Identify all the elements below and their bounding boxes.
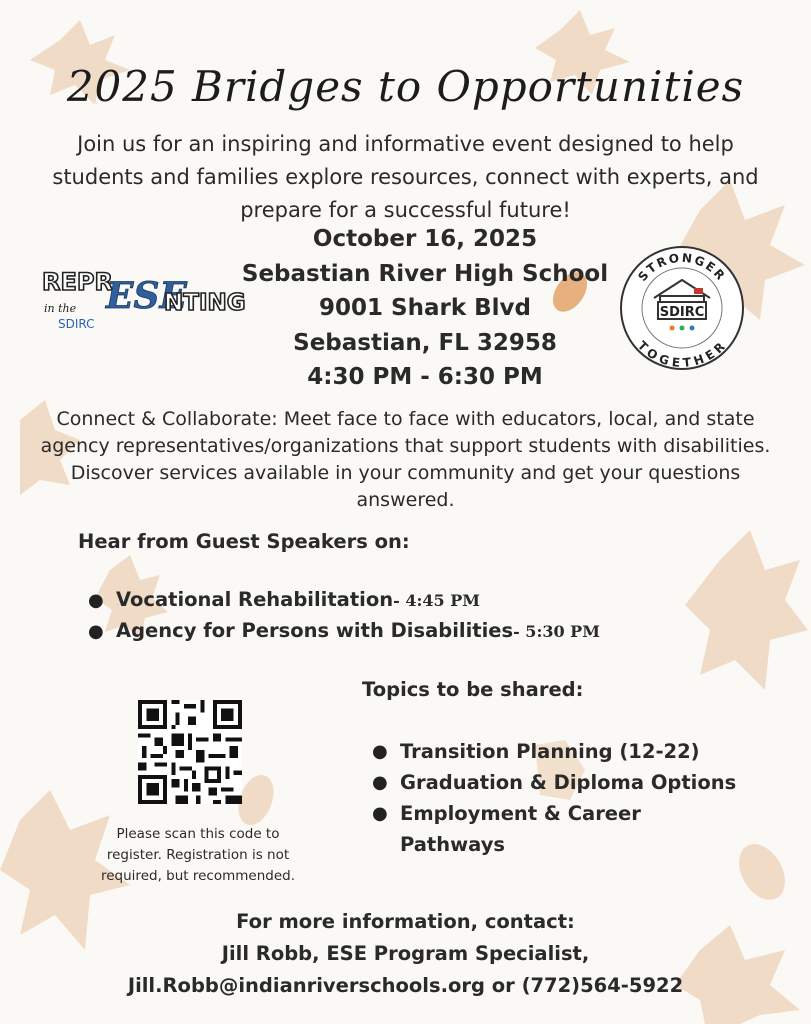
connect-collaborate-text: Connect & Collaborate: Meet face to face with educators, local, and state agency representatives/organizations that support students with disabilities. Discover services available in your community and get your questions answered. [40,408,771,511]
logo-arc-bottom: TOGETHER [634,338,730,371]
speaker-topic: Vocational Rehabilitation [116,588,394,611]
contact-info [0,906,811,1002]
contact-email-phone[interactable]: Jill.Robb@indianriverschools.org or (772)564-5922 [127,974,684,997]
event-time: 4:30 PM - 6:30 PM [307,364,543,390]
list-item [372,798,772,860]
logo-word-ese: ESE [106,275,187,317]
logo-org: SDIRC [58,317,95,331]
stronger-together-logo [618,244,746,372]
logo-sub: in the [44,302,77,315]
speaker-topic: Agency for Persons with Disabilities [116,619,514,642]
registration-qr-code[interactable] [138,700,242,804]
logo-center-text: SDIRC [659,305,705,320]
speaker-time: - 4:45 PM [393,591,480,610]
event-details [240,222,610,395]
list-item [88,619,708,650]
bullet-icon: ● [88,621,104,642]
contact-heading: For more information, contact: [236,910,575,933]
list-item [88,588,708,619]
logo-word-nting: NTING [164,290,246,316]
speaker-time: - 5:30 PM [513,622,600,641]
logo-arc-top: STRONGER [635,250,729,284]
flag-icon [694,288,703,294]
topic-text: Transition Planning (12-22) [400,740,700,763]
bullet-icon: ● [372,741,388,762]
topic-text: Employment & Career Pathways [400,802,641,856]
bullet-icon: ● [372,772,388,793]
intro-text: Join us for an inspiring and informative event designed to help students and families explore resources, connect with experts, and prepare for a successful future! [52,132,759,222]
event-street: 9001 Shark Blvd [319,295,531,321]
event-date: October 16, 2025 [312,226,538,252]
speakers-heading: Hear from Guest Speakers on: [78,530,410,553]
speakers-list [88,588,708,650]
topics-list [372,736,772,860]
event-title: 2025 Bridges to Opportunities [66,62,745,111]
event-city: Sebastian, FL 32958 [293,329,557,356]
representing-logo [40,262,250,332]
list-item [372,736,772,767]
contact-person: Jill Robb, ESE Program Specialist, [221,942,590,965]
qr-caption: Please scan this code to register. Registration is not required, but recommended. [101,826,295,884]
list-item [372,767,772,798]
bullet-icon: ● [88,590,104,611]
topics-heading: Topics to be shared: [362,678,584,701]
event-venue: Sebastian River High School [241,260,609,287]
bullet-icon: ● [372,803,388,824]
topic-text: Graduation & Diploma Options [400,771,737,794]
logo-word-repr: REPR [42,268,113,296]
